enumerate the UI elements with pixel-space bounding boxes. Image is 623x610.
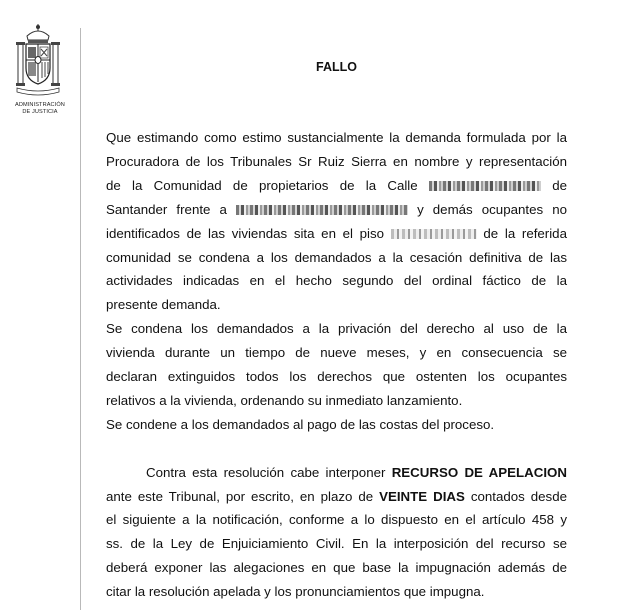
text-line: citar la resolución apelada y los pronunciamientos que impugna. xyxy=(106,584,485,600)
text-segment: y demás ocupantes no xyxy=(417,201,567,217)
text-segment: de xyxy=(552,177,567,193)
text-segment: de la referida xyxy=(483,225,567,241)
text-segment: Contra esta resolución cabe interponer xyxy=(146,464,386,480)
text-line xyxy=(106,485,567,509)
text-segment: ante este Tribunal, por escrito, en plazo de xyxy=(106,488,374,504)
text-line: ss. de la Ley de Enjuiciamiento Civil. En la interposición del recurso se xyxy=(106,536,567,552)
text-line: Se condene a los demandados al pago de las costas del proceso. xyxy=(106,416,495,432)
page-title: FALLO xyxy=(316,60,357,74)
text-segment: Santander frente a xyxy=(106,201,227,217)
text-line xyxy=(106,174,567,198)
logo-caption xyxy=(8,102,72,116)
redacted-floor xyxy=(391,229,477,239)
text-segment: contados desde xyxy=(470,488,567,504)
administracion-justicia-logo xyxy=(8,22,68,118)
text-line: deberá exponer las alegaciones en que base la impugnación además de xyxy=(106,560,567,576)
text-segment: identificados de las viviendas sita en el piso xyxy=(106,225,385,241)
logo-caption-line2: DE JUSTICIA xyxy=(22,109,58,115)
text-line: vivienda durante un tiempo de nueve meses, y en consecuencia se xyxy=(106,345,567,361)
redacted-defendant xyxy=(236,205,408,215)
text-line xyxy=(106,461,567,485)
text-line: Se condena los demandados a la privación del derecho al uso de la xyxy=(106,321,567,337)
ruling-body xyxy=(106,126,567,604)
text-segment: de la Comunidad de propietarios de la Calle xyxy=(106,177,418,193)
logo-caption-line1: ADMINISTRACIÓN xyxy=(15,102,65,108)
text-line xyxy=(106,198,567,222)
coat-of-arms-icon xyxy=(15,22,61,100)
appeal-deadline: VEINTE DIAS xyxy=(379,488,465,504)
text-line: Procuradora de los Tribunales Sr Ruiz Sierra en nombre y representación xyxy=(106,153,567,169)
text-line: Que estimando como estimo sustancialmente la demanda formulada por la xyxy=(106,130,567,145)
appeal-type: RECURSO DE APELACION xyxy=(391,464,567,480)
text-line: comunidad se condena a los demandados a la cesación definitiva de las xyxy=(106,249,567,265)
margin-rule xyxy=(80,28,81,610)
text-line: actividades indicadas en el hecho segundo del ordinal fáctico de la xyxy=(106,273,567,289)
redacted-address xyxy=(429,181,541,191)
paragraph-gap xyxy=(106,437,567,461)
text-line: el siguiente a la notificación, conforme a lo dispuesto en el artículo 458 y xyxy=(106,512,567,528)
text-line: declaran extinguidos todos los derechos que ostenten los ocupantes xyxy=(106,369,567,385)
text-line xyxy=(106,222,567,246)
text-line: presente demanda. xyxy=(106,297,221,313)
text-line: relativos a la vivienda, ordenando su inmediato lanzamiento. xyxy=(106,392,463,408)
